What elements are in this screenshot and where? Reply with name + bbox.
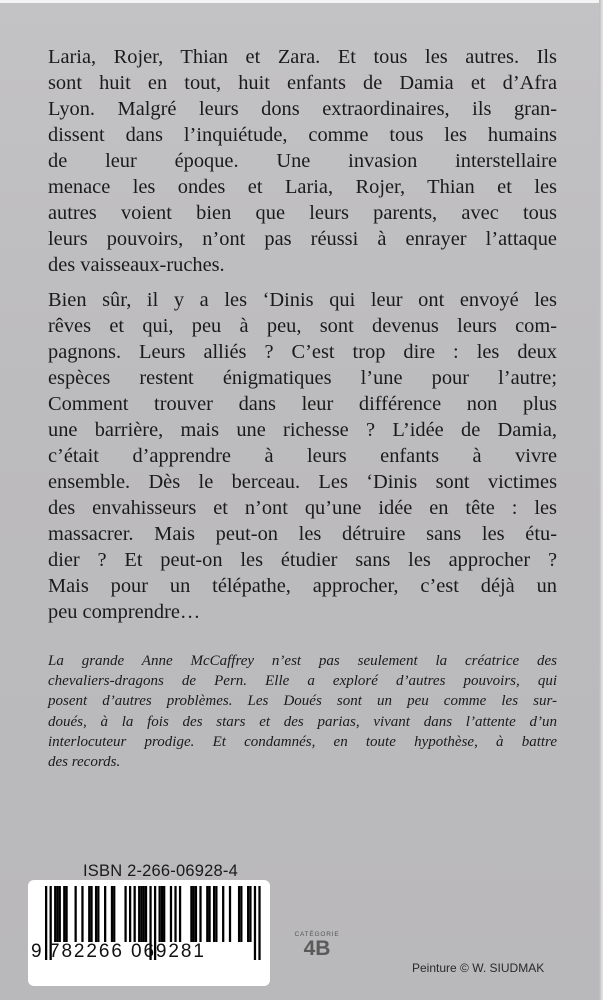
barcode-bar <box>65 886 67 942</box>
barcode-bar <box>229 886 231 942</box>
barcode <box>28 880 270 986</box>
text-line: des records. <box>48 754 121 771</box>
barcode-bar <box>174 886 176 942</box>
barcode-bar <box>104 886 106 942</box>
barcode-bar <box>97 886 99 942</box>
text-line: peu comprendre… <box>48 601 201 623</box>
text-line: pagnons. Leurs alliés ? C’est trop dire : les deux <box>48 341 557 363</box>
category-code: 4B <box>303 937 331 960</box>
barcode-bar <box>63 886 65 942</box>
barcode-first-digit: 9 <box>31 941 42 962</box>
barcode-bar <box>75 886 77 942</box>
barcode-bar <box>179 886 181 942</box>
barcode-bars <box>28 880 270 986</box>
text-line: ensemble. Dès le berceau. Les ‘Dinis sont victimes <box>48 471 557 493</box>
text-line: c’était d’apprendre à leurs enfants à vivre <box>48 445 557 467</box>
barcode-bar <box>163 886 165 942</box>
barcode-bar <box>208 886 210 942</box>
barcode-bar <box>206 886 208 942</box>
summary-paragraph-2 <box>48 287 557 625</box>
barcode-bar <box>193 886 195 942</box>
barcode-bar <box>140 886 142 942</box>
paragraph-gap <box>48 278 557 287</box>
barcode-bar <box>238 886 240 942</box>
barcode-bar <box>161 886 163 942</box>
text-line: des vaisseaux-ruches. <box>48 254 225 276</box>
text-line: massacrer. Mais peut-on les détruire sans les étu- <box>48 523 557 545</box>
text-line: La grande Anne McCaffrey n’est pas seulement la créatrice des <box>48 653 557 669</box>
barcode-bar <box>199 886 201 942</box>
right-edge <box>599 0 603 1000</box>
barcode-bar <box>138 886 140 942</box>
barcode-bar <box>247 886 249 942</box>
text-line: chevaliers-dragons de Pern. Elle a exploré d’autres pouvoirs, qui <box>48 673 557 690</box>
category-mark <box>294 931 340 960</box>
barcode-bar <box>190 886 192 942</box>
barcode-bar <box>170 886 172 942</box>
text-line: Laria, Rojer, Thian et Zara. Et tous les autres. Ils <box>48 46 557 68</box>
barcode-bar <box>215 886 217 942</box>
text-line: des envahisseurs et n’ont qu’une idée en tête : les <box>48 497 557 519</box>
barcode-bar <box>124 886 126 942</box>
text-line: Comment trouver dans leur différence non plus <box>48 393 557 415</box>
text-line: dissent dans l’inquiétude, comme tous les humains <box>48 124 557 146</box>
text-line: espèces restent énigmatiques l’une pour l’autre; <box>48 367 557 389</box>
isbn-label: ISBN 2-266-06928-4 <box>83 862 238 880</box>
barcode-bar <box>254 886 256 960</box>
barcode-bar <box>45 886 47 960</box>
author-blurb <box>48 651 557 772</box>
text-line: Lyon. Malgré leurs dons extraordinaires, ils gran- <box>48 98 557 120</box>
summary-paragraph-1 <box>48 44 557 278</box>
top-edge <box>0 0 603 3</box>
barcode-bar <box>195 886 197 942</box>
category-label: CATÉGORIE <box>294 931 340 938</box>
text-line: Mais pour un télépathe, approcher, c’est déjà un <box>48 575 557 597</box>
barcode-bar <box>95 886 97 942</box>
barcode-bar <box>222 886 224 942</box>
text-line: autres voient bien que leurs parents, avec tous <box>48 202 557 224</box>
barcode-bar <box>56 886 58 942</box>
text-line: dier ? Et peut-on les étudier sans les approcher ? <box>48 549 557 571</box>
barcode-bar <box>81 886 83 942</box>
barcode-bar <box>213 886 215 942</box>
text-line: rêves et qui, peu à peu, sont devenus leurs com- <box>48 315 557 337</box>
barcode-bar <box>129 886 131 942</box>
text-line: sont huit en tout, huit enfants de Damia et d’Afra <box>48 72 557 94</box>
text-line: menace les ondes et Laria, Rojer, Thian et les <box>48 176 557 198</box>
barcode-bar <box>90 886 92 942</box>
barcode-bar <box>59 886 61 942</box>
barcode-digits: 782266 069281 <box>49 941 206 962</box>
barcode-bar <box>249 886 251 942</box>
cover-art-credit: Peinture © W. SIUDMAK <box>412 961 545 975</box>
summary-text <box>48 44 557 625</box>
barcode-bar <box>113 886 115 942</box>
barcode-bar <box>134 886 136 942</box>
barcode-bar <box>88 886 90 942</box>
barcode-bar <box>240 886 242 942</box>
barcode-bar <box>111 886 113 942</box>
text-line: Bien sûr, il y a les ‘Dinis qui leur ont envoyé les <box>48 289 557 311</box>
text-line: une barrière, mais une richesse ? L’idée de Damia, <box>48 419 557 441</box>
text-line: de leur époque. Une invasion interstellaire <box>48 150 557 172</box>
barcode-bar <box>143 886 145 942</box>
barcode-bar <box>258 886 260 960</box>
text-line: posent d’autres problèmes. Les Doués sont un peu comme les sur- <box>48 693 557 710</box>
barcode-bar <box>145 886 147 942</box>
text-line: interlocuteur prodige. Et condamnés, en toute hypothèse, à battre <box>48 733 557 750</box>
text-line: leurs pouvoirs, n’ont pas réussi à enrayer l’attaque <box>48 228 557 250</box>
barcode-bar <box>54 886 56 942</box>
text-line: doués, à la fois des stars et des parias, vivant dans l’attente d’un <box>48 713 557 730</box>
barcode-bar <box>159 886 161 942</box>
